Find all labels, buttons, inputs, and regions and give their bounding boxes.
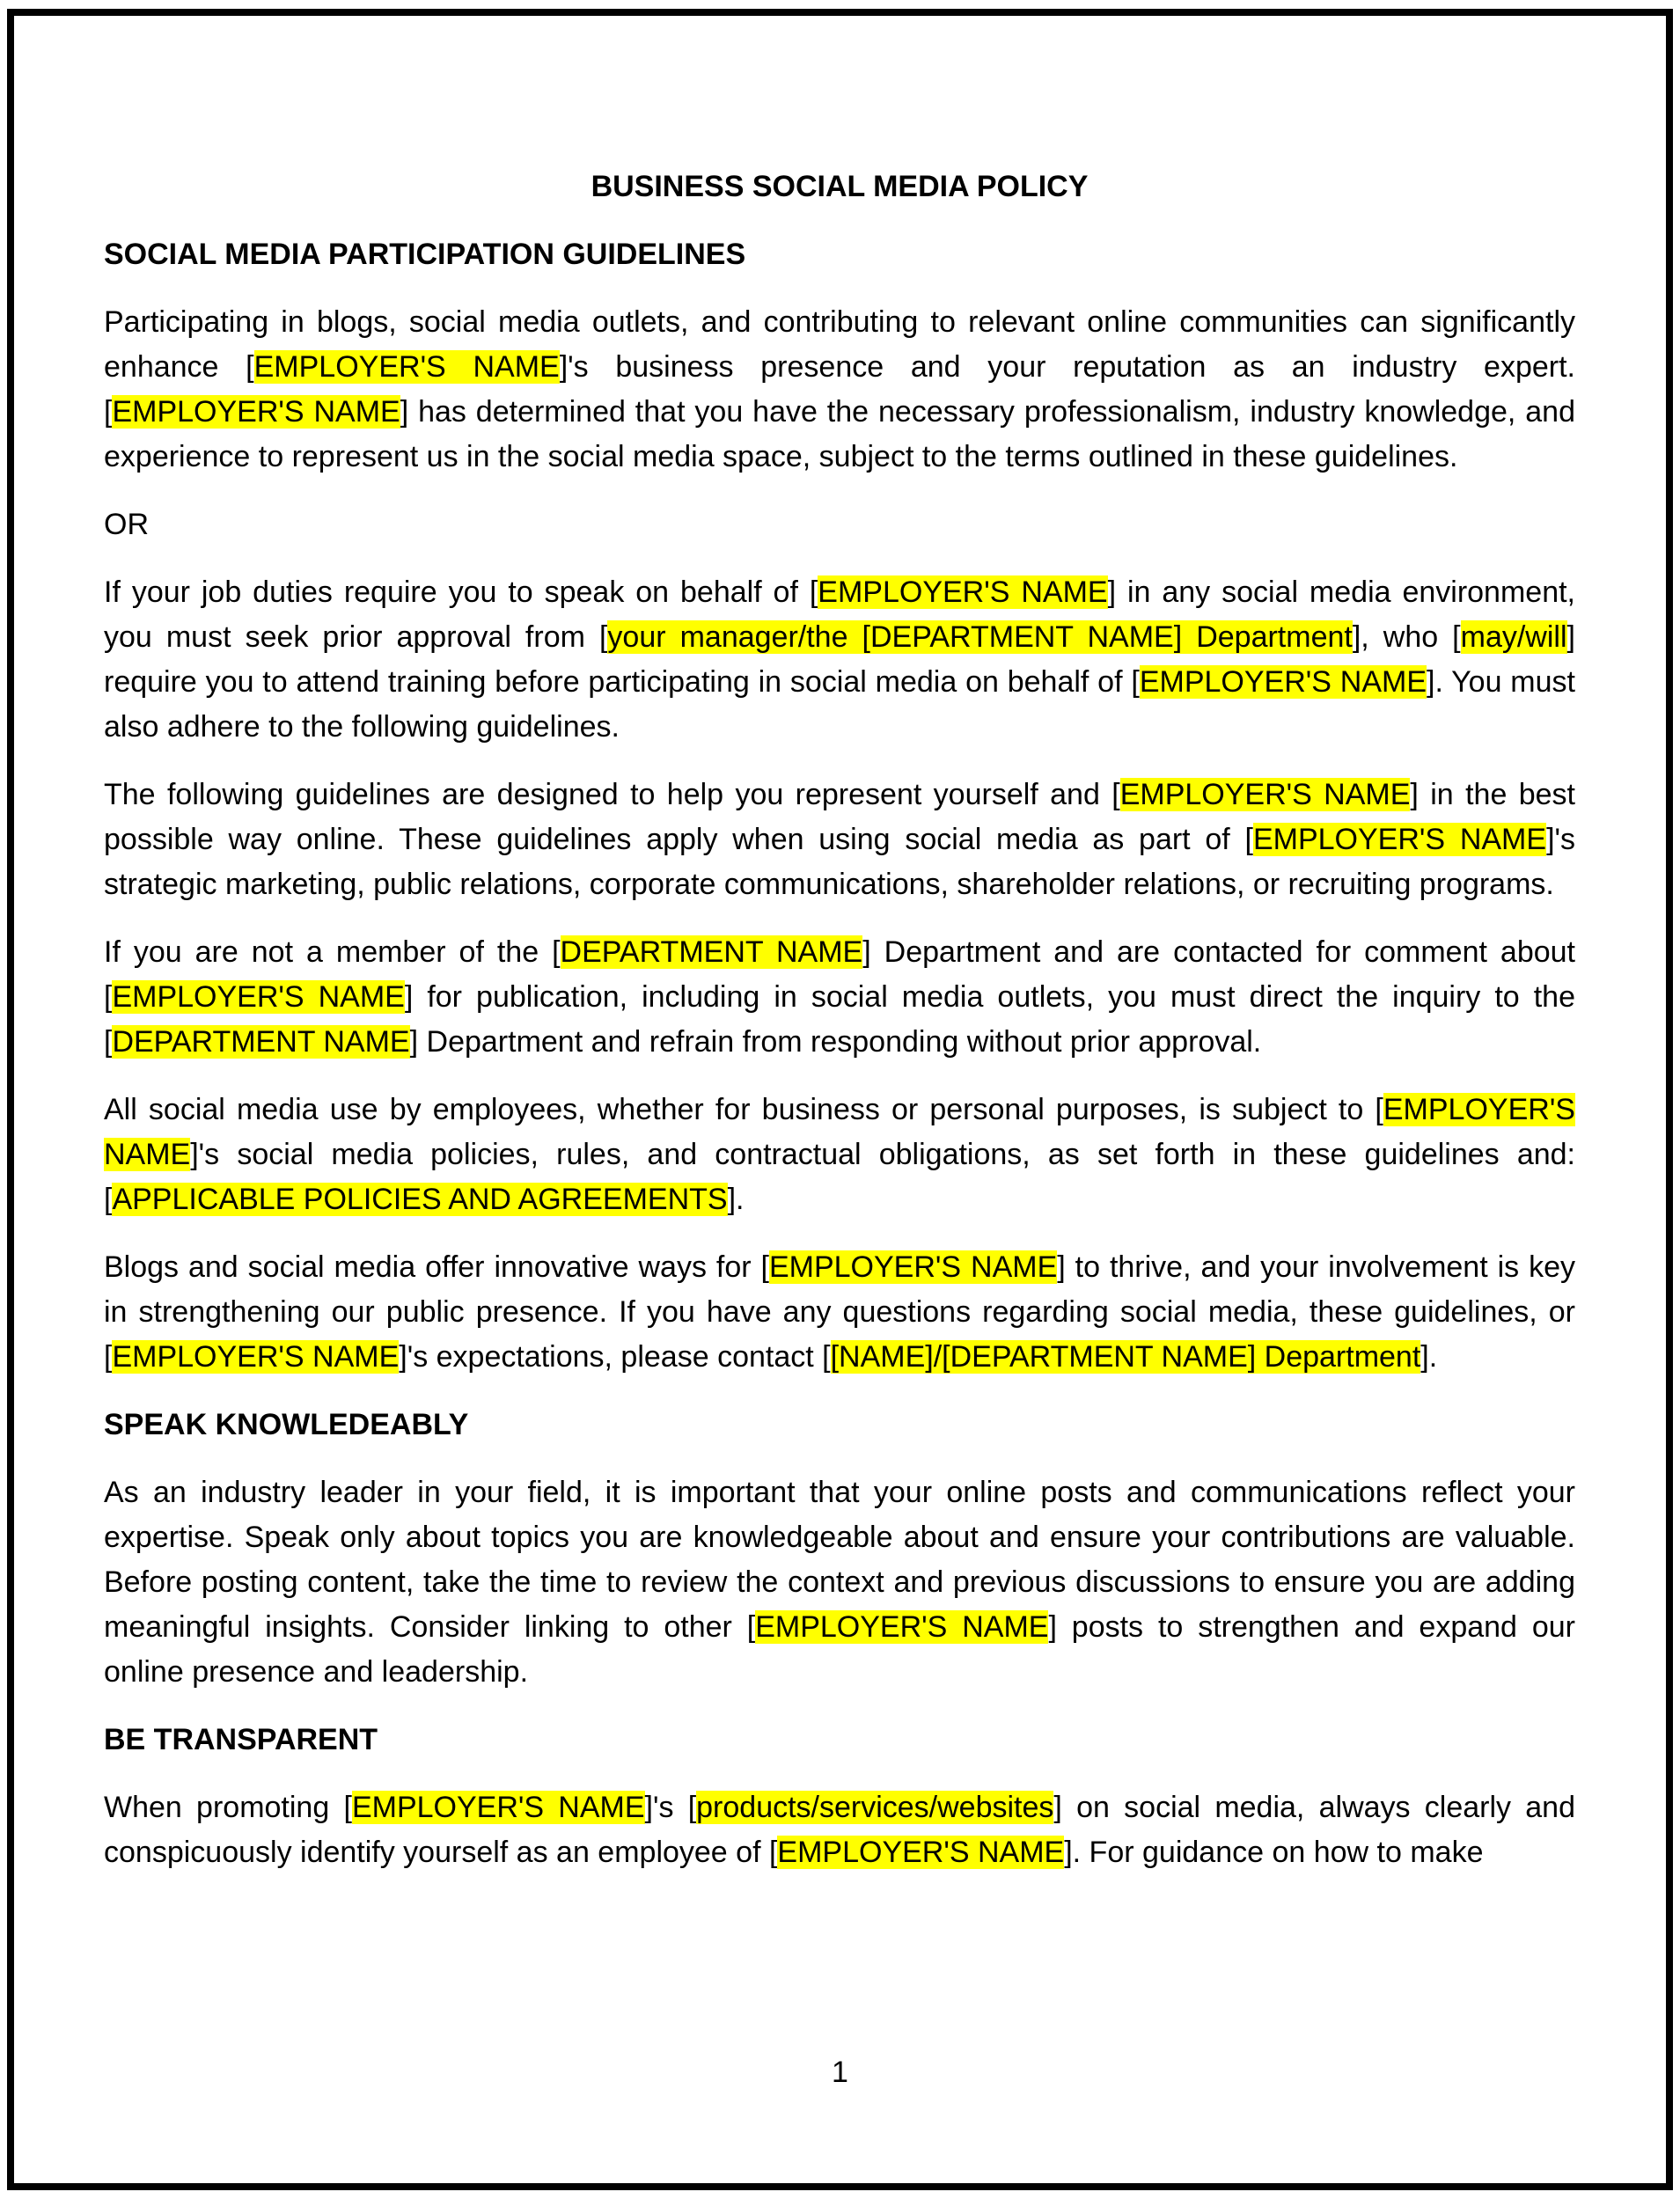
paragraph-text: When promoting [	[104, 1791, 352, 1824]
paragraph-text: ] to thrive, and your involvement is key in strengthening our public presence. If you have any questions regarding social media, these guidelines, or [	[104, 1250, 1576, 1374]
paragraph-text: Participating in blogs, social media outlets, and contributing to relevant online communities can significantly enhance [	[104, 305, 1575, 384]
highlighted-placeholder: EMPLOYER'S NAME	[1252, 823, 1547, 856]
highlighted-placeholder: [NAME]/[DEPARTMENT NAME] Department	[830, 1340, 1421, 1374]
document-body	[104, 165, 1575, 1898]
paragraph-text: All social media use by employees, whether for business or personal purposes, is subject to [	[104, 1093, 1383, 1126]
paragraph	[104, 773, 1575, 907]
highlighted-placeholder: EMPLOYER'S NAME	[112, 395, 400, 429]
paragraph-text: ] require you to attend training before participating in social media on behalf of [	[104, 620, 1575, 699]
paragraph-text: ]'s business presence and your reputation as an industry expert. [	[104, 350, 1575, 429]
highlighted-placeholder: APPLICABLE POLICIES AND AGREEMENTS	[112, 1183, 728, 1216]
section-heading: SPEAK KNOWLEDEABLY	[104, 1408, 469, 1441]
paragraph-text: ].	[1420, 1340, 1438, 1374]
paragraph-text: ]'s social media policies, rules, and contractual obligations, as set forth in these guidelines and: [	[104, 1138, 1575, 1216]
paragraph-text: ] in any social media environment, you must seek prior approval from [	[104, 575, 1575, 654]
page-number: 1	[832, 2056, 848, 2089]
paragraph-text: If you are not a member of the [	[104, 935, 561, 969]
paragraph	[104, 1785, 1575, 1875]
paragraph-text: The following guidelines are designed to help you represent yourself and [	[104, 778, 1120, 811]
paragraph-text: ] posts to strengthen and expand our online presence and leadership.	[104, 1610, 1575, 1689]
highlighted-placeholder: DEPARTMENT NAME	[112, 1025, 410, 1059]
highlighted-placeholder: EMPLOYER'S NAME	[768, 1250, 1058, 1284]
paragraph	[104, 1470, 1575, 1695]
highlighted-placeholder: EMPLOYER'S NAME	[112, 1340, 400, 1374]
paragraph-text: ]'s [	[644, 1791, 697, 1824]
section-heading: BE TRANSPARENT	[104, 1723, 378, 1756]
highlighted-placeholder: EMPLOYER'S NAME	[112, 980, 405, 1014]
paragraph-text: ] has determined that you have the necessary professionalism, industry knowledge, and experience to represent us in the social media space, subject to the terms outlined in these guidelines.	[104, 395, 1575, 473]
highlighted-placeholder: your manager/the [DEPARTMENT NAME] Department	[607, 620, 1353, 654]
paragraph-text: ].	[727, 1183, 745, 1216]
paragraph-text: OR	[104, 508, 149, 541]
highlighted-placeholder: EMPLOYER'S NAME	[755, 1610, 1049, 1644]
highlighted-placeholder: EMPLOYER'S NAME	[1119, 778, 1411, 811]
paragraph-text: ]'s expectations, please contact [	[399, 1340, 831, 1374]
highlighted-placeholder: EMPLOYER'S NAME	[777, 1836, 1065, 1869]
paragraph-text: ] Department and are contacted for comment about [	[104, 935, 1575, 1014]
highlighted-placeholder: products/services/websites	[696, 1791, 1054, 1824]
paragraph-text: ]'s strategic marketing, public relations, corporate communications, shareholder relations, or recruiting programs.	[104, 823, 1575, 901]
highlighted-placeholder: EMPLOYER'S NAME	[351, 1791, 645, 1824]
paragraph	[104, 1088, 1575, 1222]
highlighted-placeholder: DEPARTMENT NAME	[560, 935, 863, 969]
highlighted-placeholder: EMPLOYER'S NAME	[104, 1093, 1575, 1171]
paragraph	[104, 930, 1575, 1065]
section-heading: SOCIAL MEDIA PARTICIPATION GUIDELINES	[104, 238, 746, 271]
paragraph-text: ] in the best possible way online. These guidelines apply when using social media as part of [	[104, 778, 1576, 856]
highlighted-placeholder: may/will	[1460, 620, 1567, 654]
paragraph-text: If your job duties require you to speak on behalf of [	[104, 575, 818, 609]
highlighted-placeholder: EMPLOYER'S NAME	[253, 350, 560, 384]
paragraph-text: ] on social media, always clearly and conspicuously identify yourself as an employee of [	[104, 1791, 1575, 1869]
paragraph-text: Blogs and social media offer innovative ways for [	[104, 1250, 769, 1284]
document-title: BUSINESS SOCIAL MEDIA POLICY	[591, 170, 1089, 203]
paragraph-text: ], who [	[1352, 620, 1461, 654]
paragraph	[104, 300, 1575, 480]
paragraph-text: As an industry leader in your field, it is important that your online posts and communications reflect your expertise. Speak only about topics you are knowledgeable about and ensure your contributions are valuable. Before posting content, take the time to review the context and previous discussions to ensure you are adding meaningful insights. Consider linking to other [	[104, 1476, 1575, 1644]
paragraph-text: ] Department and refrain from responding without prior approval.	[409, 1025, 1262, 1059]
paragraph	[104, 502, 1575, 547]
paragraph-text: ]. You must also adhere to the following guidelines.	[104, 665, 1575, 744]
paragraph-text: ]. For guidance on how to make	[1064, 1836, 1484, 1869]
highlighted-placeholder: EMPLOYER'S NAME	[818, 575, 1108, 609]
paragraph-text: ] for publication, including in social media outlets, you must direct the inquiry to the [	[104, 980, 1575, 1059]
paragraph	[104, 1245, 1575, 1380]
paragraph	[104, 570, 1575, 750]
highlighted-placeholder: EMPLOYER'S NAME	[1139, 665, 1427, 699]
